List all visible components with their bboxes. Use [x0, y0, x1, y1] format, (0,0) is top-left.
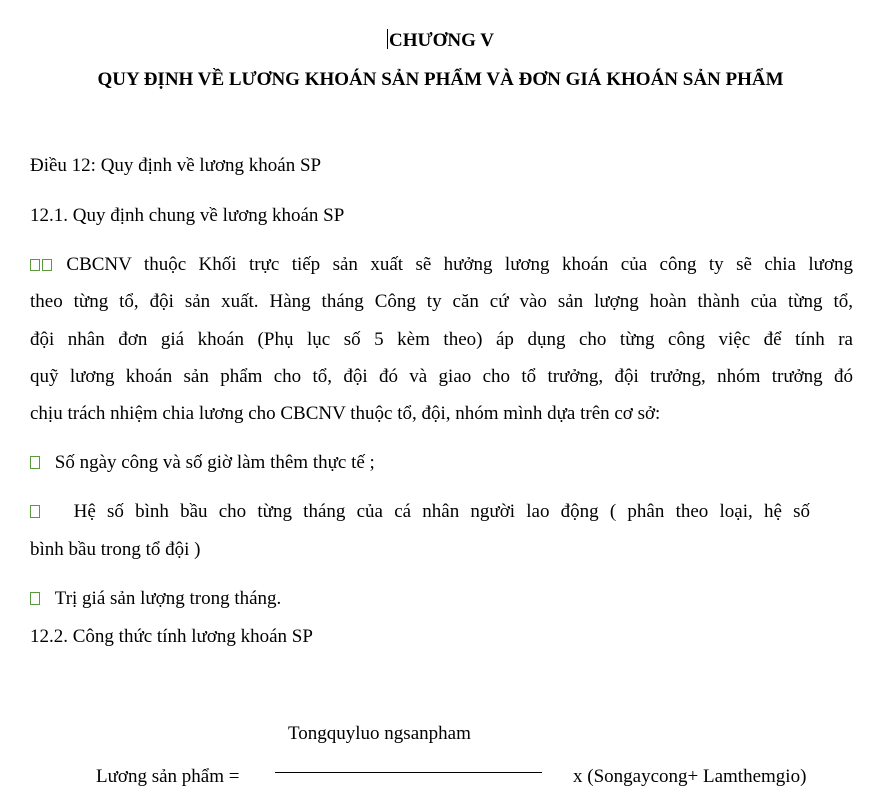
bullet-item-2-text: Hệ số bình bầu cho từng tháng của cá nhân người lao động ( phân theo loại, hệ số [73, 501, 810, 522]
bullet-item-3 [30, 588, 281, 610]
chapter-title [0, 29, 881, 52]
placeholder-box-icon [30, 259, 40, 271]
placeholder-box-icon [42, 259, 52, 271]
article-12-heading: Điều 12: Quy định về lương khoán SP [30, 155, 322, 176]
text-cursor [387, 29, 388, 49]
formula-rhs: x (Songaycong+ Lamthemgio) [573, 766, 807, 787]
bullet-item-3-text: Trị giá sản lượng trong tháng. [54, 588, 282, 609]
bullet-item-2 [30, 501, 810, 523]
bullet-item-1 [30, 452, 375, 474]
section-12-2-heading: 12.2. Công thức tính lương khoán SP [30, 626, 313, 647]
paragraph-line-5: chịu trách nhiệm chia lương cho CBCNV thuộc tổ, đội, nhóm mình dựa trên cơ sở: [30, 403, 661, 424]
formula-numerator: Tongquyluo ngsanpham [288, 723, 471, 744]
chapter-title-text: CHƯƠNG V [388, 30, 495, 51]
chapter-subtitle: QUY ĐỊNH VỀ LƯƠNG KHOÁN SẢN PHẨM VÀ ĐƠN GIÁ KHOÁN SẢN PHẨM [97, 69, 784, 90]
paragraph-line-4: quỹ lương khoán sản phẩm cho tổ, đội đó và giao cho tổ trưởng, đội trưởng, nhóm trưởng đó [30, 366, 853, 387]
section-12-1-heading: 12.1. Quy định chung về lương khoán SP [30, 205, 345, 226]
checkbox-bullet-icon [30, 592, 40, 605]
paragraph-line-3: đội nhân đơn giá khoán (Phụ lục số 5 kèm theo) áp dụng cho từng công việc để tính ra [30, 329, 853, 350]
checkbox-bullet-icon [30, 456, 40, 469]
formula-lhs: Lương sản phẩm = [96, 766, 240, 787]
paragraph-line-1-text [30, 254, 853, 275]
paragraph-line-1-body: CBCNV thuộc Khối trực tiếp sản xuất sẽ hưởng lương khoán của công ty sẽ chia lương [66, 254, 853, 275]
checkbox-bullet-icon [30, 505, 40, 518]
paragraph-line-1 [30, 254, 853, 276]
bullet-item-2-continuation: bình bầu trong tổ đội ) [30, 539, 201, 560]
fraction-bar [275, 772, 542, 773]
bullet-item-1-text: Số ngày công và số giờ làm thêm thực tế ; [54, 452, 375, 473]
paragraph-line-2: theo từng tổ, đội sản xuất. Hàng tháng Công ty căn cứ vào sản lượng hoàn thành của từng tổ, [30, 291, 853, 312]
